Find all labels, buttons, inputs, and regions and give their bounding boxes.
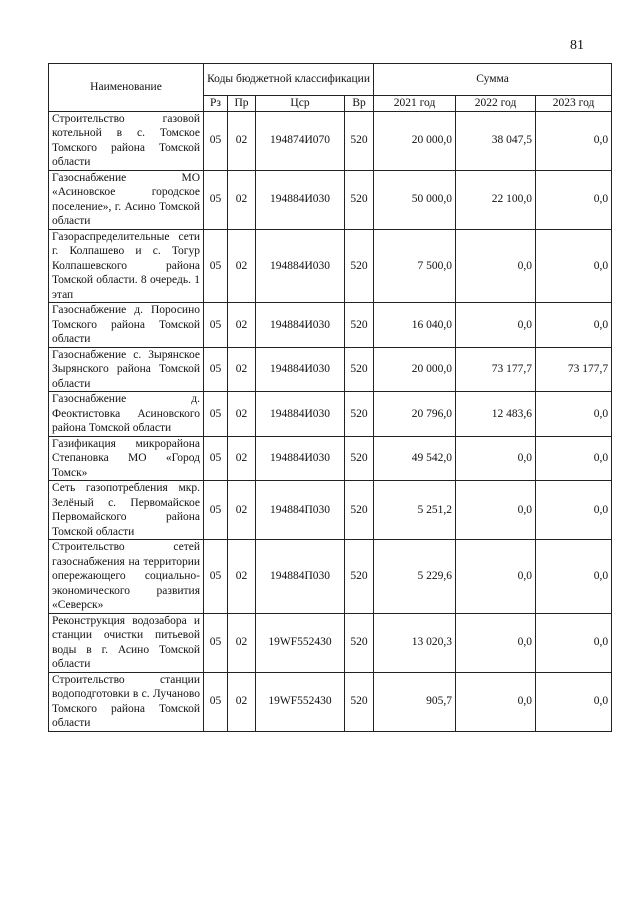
row-name: Газоснабжение с. Зырянское Зырянского района Томской области bbox=[49, 347, 204, 392]
row-2023: 0,0 bbox=[536, 229, 612, 303]
row-2021: 13 020,3 bbox=[374, 613, 456, 672]
page-number: 81 bbox=[570, 38, 584, 53]
row-2022: 0,0 bbox=[456, 672, 536, 731]
header-csr: Цср bbox=[256, 96, 345, 112]
row-pr: 02 bbox=[228, 229, 256, 303]
row-name: Строительство станции водоподготовки в с. Лучаново Томского района Томской области bbox=[49, 672, 204, 731]
row-pr: 02 bbox=[228, 111, 256, 170]
row-rz: 05 bbox=[204, 392, 228, 437]
row-csr: 194884И030 bbox=[256, 436, 345, 481]
row-2021: 50 000,0 bbox=[374, 170, 456, 229]
row-2022: 0,0 bbox=[456, 229, 536, 303]
row-csr: 194884П030 bbox=[256, 540, 345, 614]
row-csr: 19WF552430 bbox=[256, 613, 345, 672]
row-2021: 5 251,2 bbox=[374, 481, 456, 540]
header-sum: Сумма bbox=[374, 64, 612, 96]
row-csr: 19WF552430 bbox=[256, 672, 345, 731]
row-2022: 0,0 bbox=[456, 303, 536, 348]
row-rz: 05 bbox=[204, 672, 228, 731]
row-rz: 05 bbox=[204, 303, 228, 348]
table-row bbox=[49, 347, 612, 392]
header-2022: 2022 год bbox=[456, 96, 536, 112]
table-row bbox=[49, 229, 612, 303]
header-codes: Коды бюджетной классификации bbox=[204, 64, 374, 96]
header-2023: 2023 год bbox=[536, 96, 612, 112]
row-csr: 194874И070 bbox=[256, 111, 345, 170]
row-vr: 520 bbox=[345, 436, 374, 481]
row-vr: 520 bbox=[345, 613, 374, 672]
row-2021: 16 040,0 bbox=[374, 303, 456, 348]
row-name: Сеть газопотребления мкр. Зелёный с. Первомайское Первомайского района Томской области bbox=[49, 481, 204, 540]
row-vr: 520 bbox=[345, 347, 374, 392]
table-row bbox=[49, 170, 612, 229]
row-name: Реконструкция водозабора и станции очистки питьевой воды в г. Асино Томской области bbox=[49, 613, 204, 672]
row-vr: 520 bbox=[345, 540, 374, 614]
row-pr: 02 bbox=[228, 347, 256, 392]
row-name: Строительство сетей газоснабжения на территории опережающего социально-экономического развития «Северск» bbox=[49, 540, 204, 614]
row-2023: 73 177,7 bbox=[536, 347, 612, 392]
row-2023: 0,0 bbox=[536, 170, 612, 229]
row-2021: 905,7 bbox=[374, 672, 456, 731]
row-pr: 02 bbox=[228, 303, 256, 348]
row-rz: 05 bbox=[204, 170, 228, 229]
header-name: Наименование bbox=[49, 64, 204, 112]
row-2022: 38 047,5 bbox=[456, 111, 536, 170]
row-rz: 05 bbox=[204, 481, 228, 540]
row-vr: 520 bbox=[345, 481, 374, 540]
row-2023: 0,0 bbox=[536, 613, 612, 672]
row-csr: 194884И030 bbox=[256, 347, 345, 392]
table-row bbox=[49, 392, 612, 437]
row-2022: 0,0 bbox=[456, 540, 536, 614]
table-row bbox=[49, 111, 612, 170]
row-2021: 20 000,0 bbox=[374, 111, 456, 170]
row-csr: 194884И030 bbox=[256, 392, 345, 437]
row-2021: 7 500,0 bbox=[374, 229, 456, 303]
row-2021: 20 796,0 bbox=[374, 392, 456, 437]
table-row bbox=[49, 436, 612, 481]
row-name: Газоснабжение д. Феоктистовка Асиновского района Томской области bbox=[49, 392, 204, 437]
row-2022: 73 177,7 bbox=[456, 347, 536, 392]
table-row bbox=[49, 613, 612, 672]
row-vr: 520 bbox=[345, 229, 374, 303]
row-2023: 0,0 bbox=[536, 540, 612, 614]
row-rz: 05 bbox=[204, 540, 228, 614]
row-name: Строительство газовой котельной в с. Томское Томского района Томской области bbox=[49, 111, 204, 170]
table-row bbox=[49, 481, 612, 540]
row-rz: 05 bbox=[204, 613, 228, 672]
row-pr: 02 bbox=[228, 170, 256, 229]
row-name: Газоснабжение МО «Асиновское городское поселение», г. Асино Томской области bbox=[49, 170, 204, 229]
row-2023: 0,0 bbox=[536, 672, 612, 731]
table-row bbox=[49, 303, 612, 348]
row-2021: 5 229,6 bbox=[374, 540, 456, 614]
budget-table bbox=[48, 63, 612, 732]
row-rz: 05 bbox=[204, 347, 228, 392]
row-2023: 0,0 bbox=[536, 111, 612, 170]
row-2022: 0,0 bbox=[456, 436, 536, 481]
row-vr: 520 bbox=[345, 303, 374, 348]
row-name: Газоснабжение д. Поросино Томского района Томской области bbox=[49, 303, 204, 348]
row-vr: 520 bbox=[345, 672, 374, 731]
row-csr: 194884П030 bbox=[256, 481, 345, 540]
row-2023: 0,0 bbox=[536, 303, 612, 348]
row-2022: 0,0 bbox=[456, 613, 536, 672]
row-name: Газификация микрорайона Степановка МО «Город Томск» bbox=[49, 436, 204, 481]
row-2021: 49 542,0 bbox=[374, 436, 456, 481]
header-rz: Рз bbox=[204, 96, 228, 112]
row-vr: 520 bbox=[345, 111, 374, 170]
row-2023: 0,0 bbox=[536, 481, 612, 540]
row-pr: 02 bbox=[228, 392, 256, 437]
row-2023: 0,0 bbox=[536, 436, 612, 481]
row-pr: 02 bbox=[228, 481, 256, 540]
row-2022: 12 483,6 bbox=[456, 392, 536, 437]
row-pr: 02 bbox=[228, 613, 256, 672]
header-pr: Пр bbox=[228, 96, 256, 112]
row-name: Газораспределительные сети г. Колпашево и с. Тогур Колпашевского района Томской области. 8 очередь. 1 этап bbox=[49, 229, 204, 303]
header-vr: Вр bbox=[345, 96, 374, 112]
header-2021: 2021 год bbox=[374, 96, 456, 112]
row-2021: 20 000,0 bbox=[374, 347, 456, 392]
row-2022: 22 100,0 bbox=[456, 170, 536, 229]
row-rz: 05 bbox=[204, 111, 228, 170]
row-vr: 520 bbox=[345, 170, 374, 229]
row-csr: 194884И030 bbox=[256, 229, 345, 303]
table-row bbox=[49, 672, 612, 731]
row-2023: 0,0 bbox=[536, 392, 612, 437]
row-csr: 194884И030 bbox=[256, 303, 345, 348]
row-csr: 194884И030 bbox=[256, 170, 345, 229]
row-rz: 05 bbox=[204, 436, 228, 481]
row-pr: 02 bbox=[228, 672, 256, 731]
row-2022: 0,0 bbox=[456, 481, 536, 540]
row-vr: 520 bbox=[345, 392, 374, 437]
row-rz: 05 bbox=[204, 229, 228, 303]
table-row bbox=[49, 540, 612, 614]
row-pr: 02 bbox=[228, 540, 256, 614]
row-pr: 02 bbox=[228, 436, 256, 481]
